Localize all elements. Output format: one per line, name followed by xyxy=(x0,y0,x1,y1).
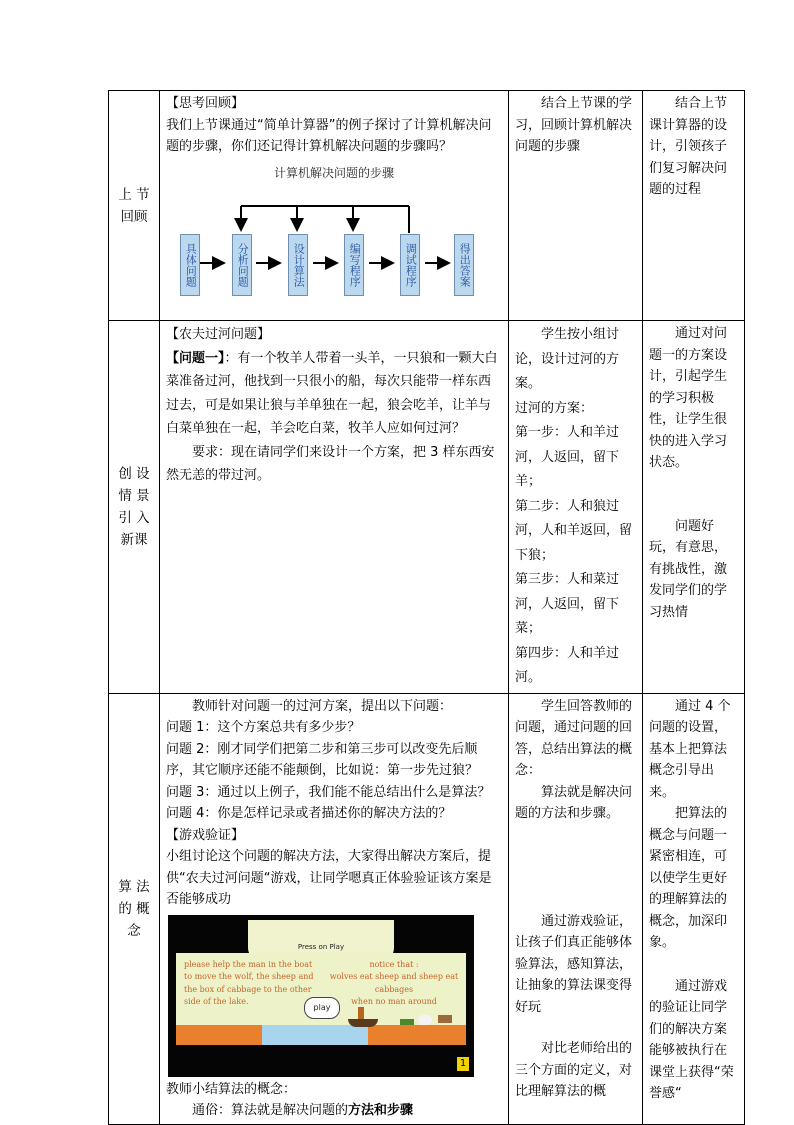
plan-title: 过河的方案： xyxy=(515,400,594,416)
design-intent: 通过游戏的验证让同学们的解决方案能够被执行在课堂上获得“荣誉感“ xyxy=(649,978,734,1101)
step-box: 编写程序 xyxy=(344,234,364,296)
steps-diagram xyxy=(160,162,508,294)
design-intent: 把算法的概念与问题一紧密相连，可以使学生更好的理解算法的概念，加深印象。 xyxy=(649,806,728,950)
summary-text: 教师小结算法的概念： xyxy=(166,1081,297,1097)
definition-text: 通俗：算法就是解决问题的方法和步骤 xyxy=(192,1103,414,1118)
review-heading: 【思考回顾】 xyxy=(166,96,245,111)
question-item: 问题 4：你是怎样记录或者描述你的解决方法的？ xyxy=(166,806,452,821)
boat xyxy=(348,1019,378,1027)
lesson-plan-table xyxy=(108,90,745,1125)
sheep xyxy=(418,1015,432,1025)
plan-step: 第二步：人和狼过河，人和羊返回，留下狼； xyxy=(515,498,633,563)
section-label: 上 节 回顾 xyxy=(118,186,150,225)
intent-cell xyxy=(643,321,745,694)
press-on-play-label: Press on Play xyxy=(297,942,345,951)
game-notice: notice that : wolves eat sheep and sheep eat cabbages when no man around xyxy=(329,959,459,1006)
student-answer: 学生回答教师的问题，通过问题的回答，总结出算法的概念： xyxy=(515,698,633,778)
student-intro: 学生按小组讨论，设计过河的方案。 xyxy=(515,327,620,391)
lake-water xyxy=(262,1025,368,1045)
content-cell xyxy=(160,321,509,694)
student-answer: 对比老师给出的三个方面的定义，对比理解算法的概 xyxy=(515,1041,633,1099)
game-instructions: please help the man in the boat to move the wolf, the sheep and the box of cabbage to the other side of the lake. xyxy=(184,959,314,1006)
content-cell xyxy=(160,91,509,321)
plan-step: 第一步：人和羊过河，人返回，留下羊； xyxy=(515,425,620,489)
design-intent: 通过 4 个问题的设置，基本上把算法概念引导出来。 xyxy=(649,698,731,800)
design-intent: 问题好玩，有意思，有挑战性，激发同学们的学习热情 xyxy=(649,518,728,620)
design-intent: 结合上节课计算器的设计，引领孩子们复习解决问题的过程 xyxy=(649,96,728,197)
section-cell xyxy=(109,693,160,1124)
review-text: 我们上节课通过“简单计算器”的例子探讨了计算机解决问题的步骤，你们还记得计算机解决问题的步骤吗？ xyxy=(166,117,492,154)
table-row-concept xyxy=(109,693,745,1124)
step-box: 具体问题 xyxy=(180,234,200,296)
section-cell xyxy=(109,91,160,321)
teacher-intro: 教师针对问题一的过河方案，提出以下问题： xyxy=(192,698,453,714)
problem-heading: 【农夫过河问题】 xyxy=(166,327,271,342)
game-screenshot xyxy=(168,915,474,1077)
plan-step: 第三步：人和菜过河，人返回，留下菜； xyxy=(515,572,620,636)
left-shore xyxy=(176,1025,262,1045)
requirement-text: 要求：现在请同学们来设计一个方案，把 3 样东西安然无恙的带过河。 xyxy=(166,444,495,483)
problem-text: 【问题一】：有一个牧羊人带着一头羊，一只狼和一颗大白菜准备过河，他找到一只很小的船，每次只能带一样东西过去，可是如果让狼与羊单独在一起，狼会吃羊，让羊与白菜单独在一起，羊会吃白菜，牧羊人应如何过河？ xyxy=(166,350,498,436)
diagram-title: 计算机解决问题的步骤 xyxy=(273,165,394,180)
question-item: 问题 1：这个方案总共有多少步？ xyxy=(166,720,361,735)
section-label: 算 法 的 概 念 xyxy=(118,878,150,939)
student-cell xyxy=(509,91,643,321)
game-text: 小组讨论这个问题的解决方法，大家得出解决方案后，提供“农夫过河问题“游戏，让同学嗯真正体验验证该方案是否能够成功 xyxy=(166,849,492,907)
step-box: 得出答案 xyxy=(454,234,474,296)
content-cell xyxy=(160,693,509,1124)
intent-cell xyxy=(643,693,745,1124)
cabbage xyxy=(400,1019,414,1025)
game-heading: 【游戏验证】 xyxy=(166,827,245,843)
table-row-review xyxy=(109,91,745,321)
intent-cell xyxy=(643,91,745,321)
step-box: 分析问题 xyxy=(232,234,252,296)
question-item: 问题 2：刚才同学们把第二步和第三步可以改变先后顺序，其它顺序还能不能颠倒，比如说：第一步先过狼？ xyxy=(166,741,479,778)
design-intent: 通过对问题一的方案设计，引起学生的学习积极性，让学生很快的进入学习状态。 xyxy=(649,326,728,470)
play-button[interactable]: play xyxy=(304,997,340,1019)
step-box: 调试程序 xyxy=(400,234,420,296)
table-row-scenario xyxy=(109,321,745,694)
section-label: 创 设 情 景 引 入 新课 xyxy=(118,465,150,548)
right-shore xyxy=(368,1025,466,1045)
student-activity: 结合上节课的学习，回顾计算机解决问题的步骤 xyxy=(515,96,633,154)
student-answer: 算法就是解决问题的方法和步骤。 xyxy=(515,784,633,821)
student-cell xyxy=(509,693,643,1124)
section-cell xyxy=(109,321,160,694)
student-cell xyxy=(509,321,643,694)
step-box: 设计算法 xyxy=(288,234,308,296)
plan-step: 第四步：人和羊过河。 xyxy=(515,645,620,685)
student-answer: 通过游戏验证，让孩子们真正能够体验算法，感知算法，让抽象的算法课变得好玩 xyxy=(515,913,633,1015)
question-item: 问题 3：通过以上例子，我们能不能总结出什么是算法？ xyxy=(166,784,491,800)
farmer xyxy=(358,1007,364,1019)
page-badge: 1 xyxy=(457,1057,469,1071)
wolf xyxy=(438,1015,452,1023)
